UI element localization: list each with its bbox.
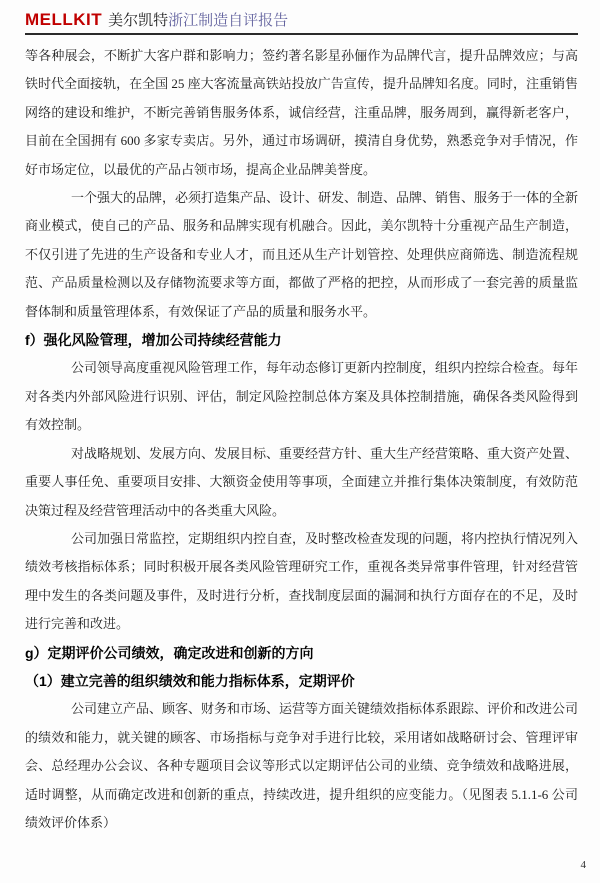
brand-logo-text: MELLKIT xyxy=(25,10,103,29)
page-header xyxy=(25,10,578,35)
header-report-title: 浙江制造自评报告 xyxy=(168,13,289,29)
content-area xyxy=(25,10,578,837)
paragraph-kpi-tracking: 公司建立产品、顾客、财务和市场、运营等方面关键绩效指标体系跟踪、评价和改进公司的绩效和能力，就关键的顾客、市场指标与竞争对手进行比较，采用诸如战略研讨会、管理评审会、总经理办公会议、各种专题项目会议等形式以定期评估公司的业绩、竞争绩效和战略进展，适时调整，从而确定改进和创新的重点，持续改进，提升组织的应变能力。（见图表 5.1.1-6 公司绩效评价体系） xyxy=(25,701,579,830)
page-number: 4 xyxy=(580,859,586,871)
heading-f-risk-management: f）强化风险管理，增加公司持续经营能力 xyxy=(25,332,282,349)
paragraph-daily-monitoring: 公司加强日常监控，定期组织内控自查，及时整改检查发现的问题，将内控执行情况列入绩效考核指标体系；同时积极开展各类风险管理研究工作，重视各类异常事件管理，针对经营管理中发生的各类问题及事件，及时进行分析，查找制度层面的漏洞和执行方面存在的不足，及时进行完善和改进。 xyxy=(25,530,579,632)
page-footer xyxy=(581,859,587,871)
heading-g-performance-evaluation: g）定期评价公司绩效，确定改进和创新的方向 xyxy=(25,644,314,661)
header-company-name: 美尔凯特 xyxy=(108,13,169,29)
paragraph-exhibitions-brand: 等各种展会，不断扩大客户群和影响力；签约著名影星孙俪作为品牌代言，提升品牌效应；与高铁时代全面接轨，在全国 25 座大客流量高铁站投放广告宣传，提升品牌知名度。同时，注重销售网络的建设和维护，不断完善销售服务体系，诚信经营，注重品牌，服务周到，赢得新老客户，目前在全国拥有 600 多家专卖店。另外，通过市场调研，摸清自身优势，熟悉竞争对手情况，作好市场定位，以最优的产品占领市场，提高企业品牌美誉度。 xyxy=(25,48,578,177)
heading-g1-kpi-system: （1）建立完善的组织绩效和能力指标体系，定期评价 xyxy=(25,672,355,689)
paragraph-brand-business-model: 一个强大的品牌，必须打造集产品、设计、研发、制造、品牌、销售、服务于一体的全新商业模式，使自己的产品、服务和品牌实现有机融合。因此，美尔凯特十分重视产品生产制造，不仅引进了先进的生产设备和专业人才，而且还从生产计划管控、处理供应商筛选、制造流程规范、产品质量检测以及存储物流要求等方面，都做了严格的把控，从而形成了一套完善的质量监督体制和质量管理体系，有效保证了产品的质量和服务水平。 xyxy=(25,190,579,319)
document-body xyxy=(25,42,578,837)
paragraph-collective-decision-system: 对战略规划、发展方向、发展目标、重要经营方针、重大生产经营策略、重大资产处置、重要人事任免、重要项目安排、大额资金使用等事项，全面建立并推行集体决策制度，有效防范决策过程及经营管理活动中的各类重大风险。 xyxy=(25,445,579,518)
paragraph-risk-internal-control: 公司领导高度重视风险管理工作，每年动态修订更新内控制度，组织内控综合检查。每年对各类内外部风险进行识别、评估，制定风险控制总体方案及具体控制措施，确保各类风险得到有效控制。 xyxy=(25,360,579,433)
